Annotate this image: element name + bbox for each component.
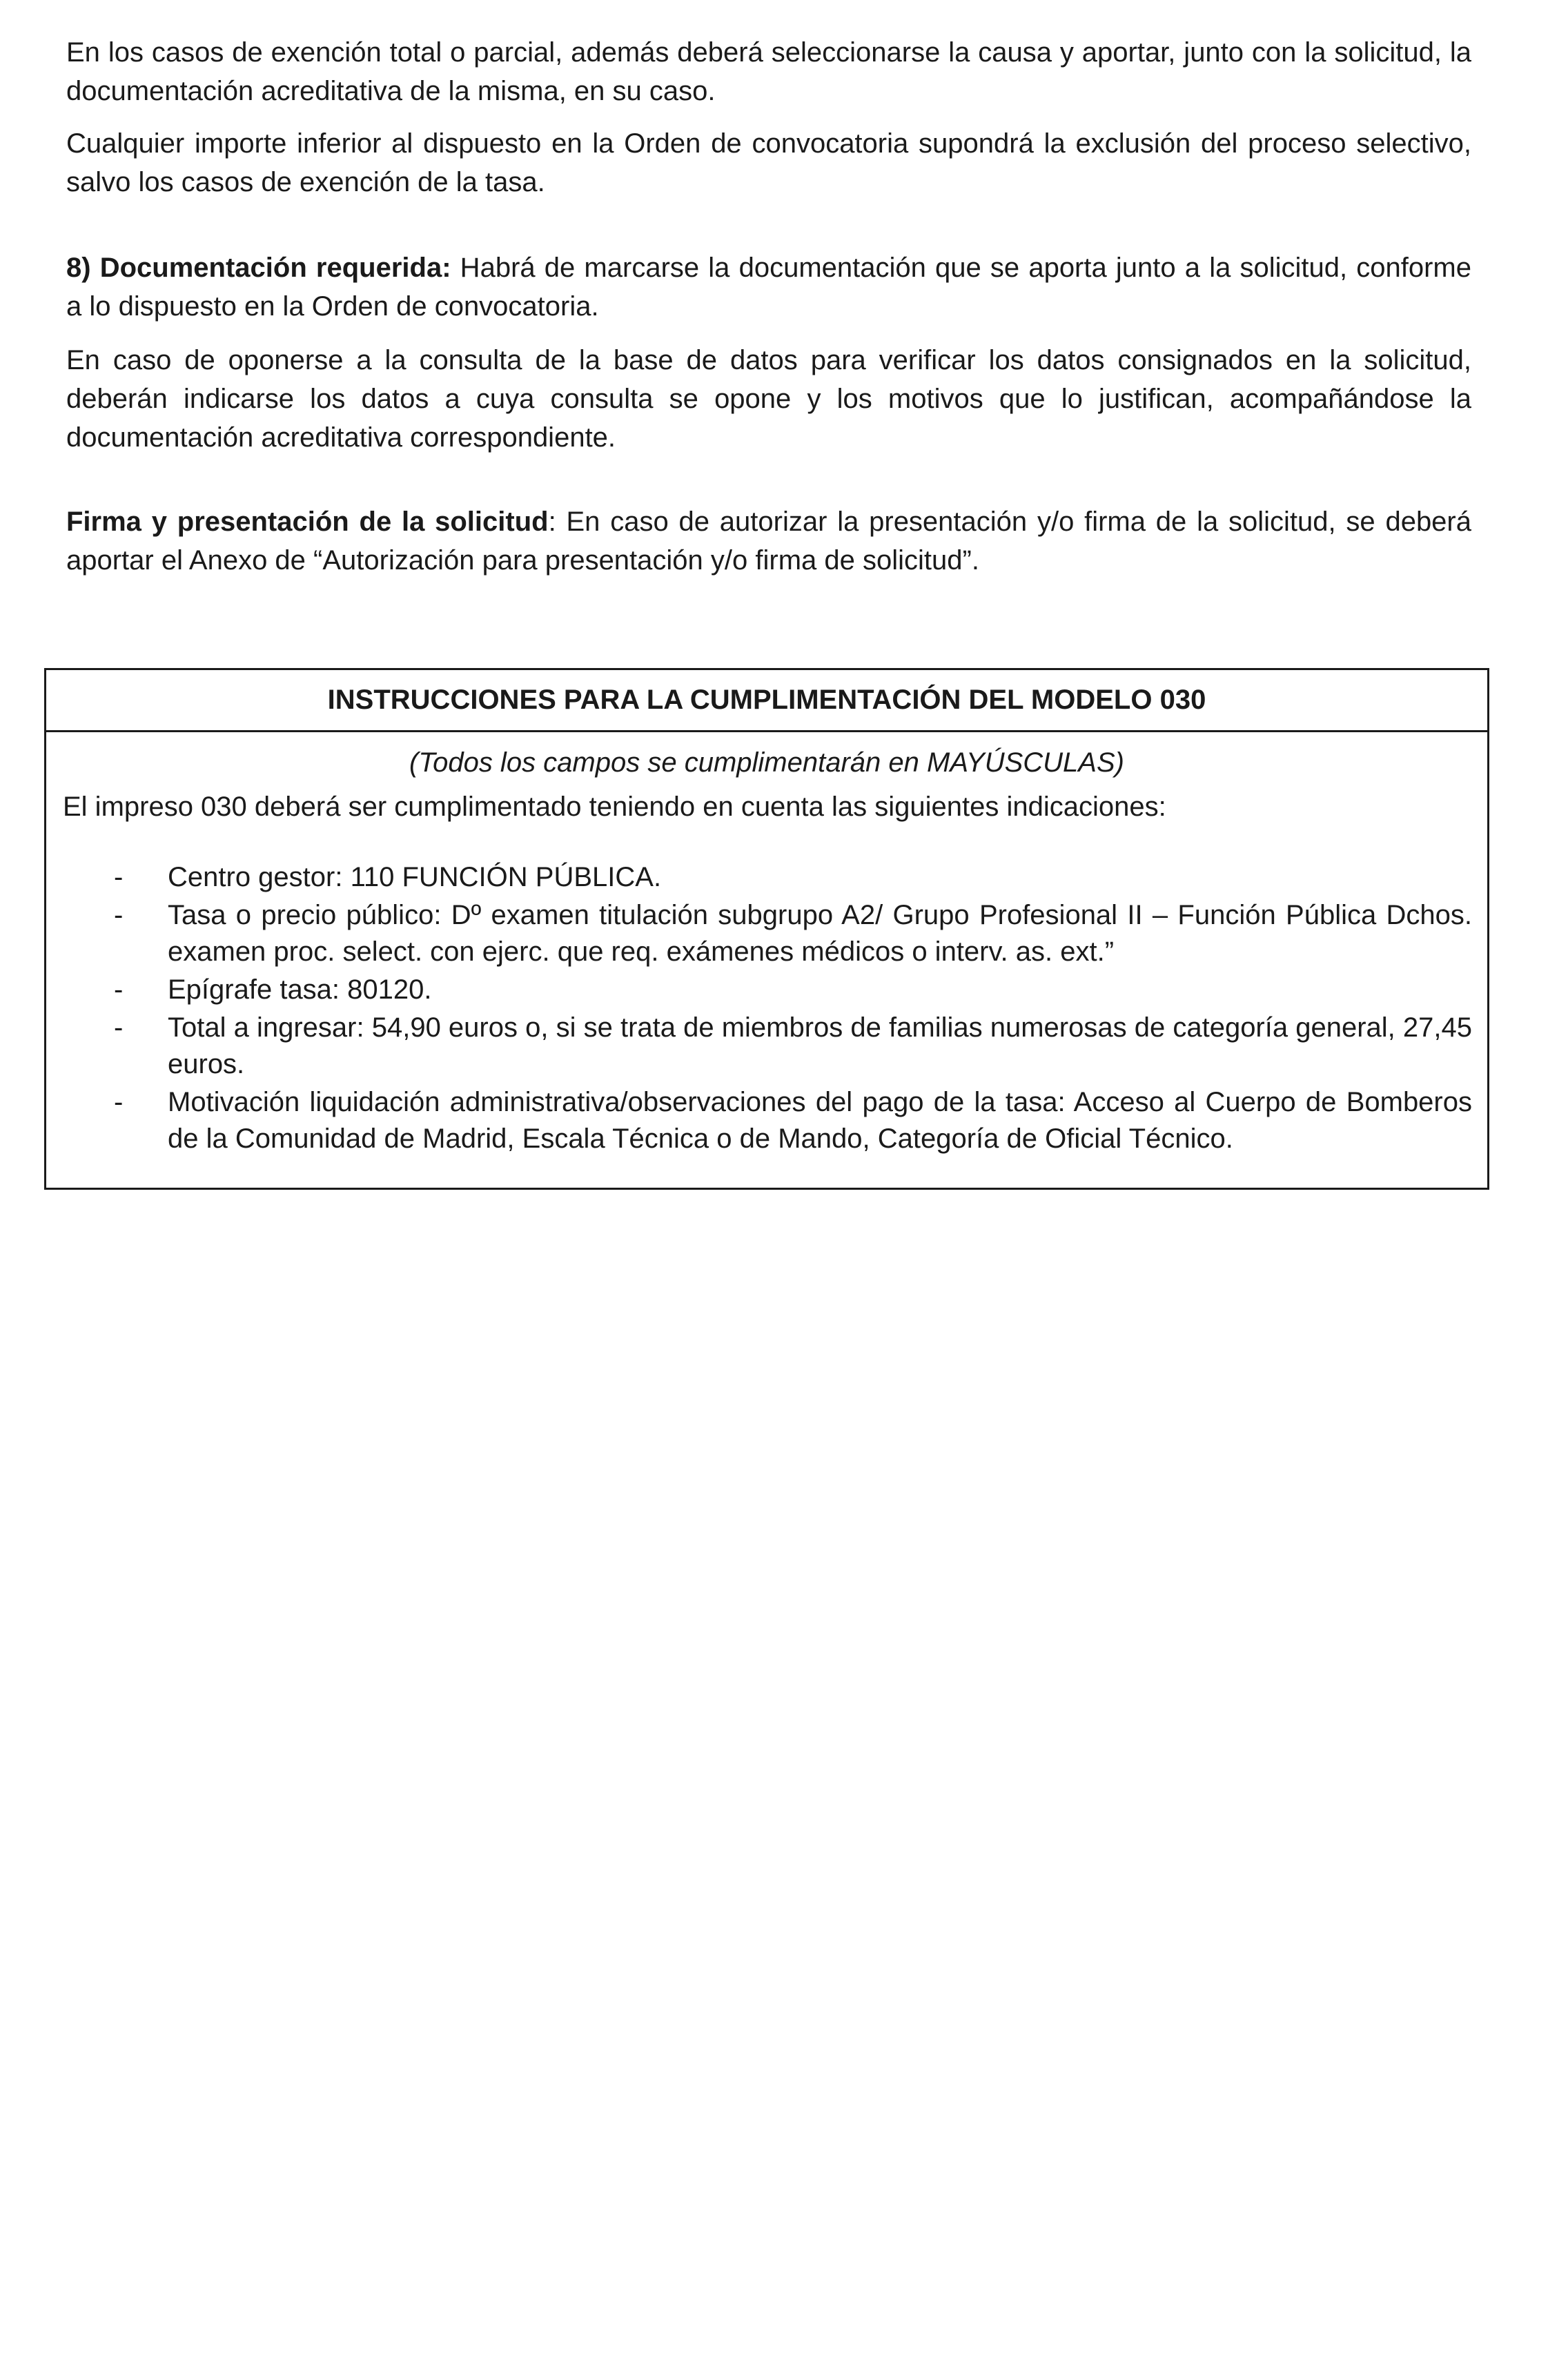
list-item-text: Tasa o precio público: Dº examen titulación subgrupo A2/ Grupo Profesional II – Función Pública Dchos. examen proc. select. con ejerc. que req. exámenes médicos o interv. as. ext.” [168,900,1472,967]
instructions-box [44,668,1489,1190]
list-item-text: Motivación liquidación administrativa/observaciones del pago de la tasa: Acceso al Cuerpo de Bomberos de la Comunidad de Madrid, Escala Técnica o de Mando, Categoría de Oficial Técnico. [168,1087,1472,1154]
list-bullet: - [114,900,124,930]
paragraph-database-consult-text: En caso de oponerse a la consulta de la base de datos para verificar los datos consignados en la solicitud, deberán indicarse los datos a cuya consulta se opone y los motivos que lo justifican, acompañándose la documentación acreditativa correspondiente. [66,345,1471,453]
list-item [46,859,1487,896]
list-bullet: - [114,862,124,892]
list-item [46,972,1487,1008]
paragraph-documentation [66,248,1471,326]
list-bullet: - [114,974,124,1005]
paragraph-amount [66,124,1471,202]
instructions-note: (Todos los campos se cumplimentarán en MAYÚSCULAS) [409,747,1124,778]
paragraph-database-consult [66,341,1471,457]
list-item-text: Centro gestor: 110 FUNCIÓN PÚBLICA. [168,862,662,892]
instructions-list [46,859,1487,1157]
instructions-intro: El impreso 030 deberá ser cumplimentado teniendo en cuenta las siguientes indicaciones: [63,792,1166,822]
signature-text: : En caso de autorizar la presentación y/o firma de la solicitud, se deberá aportar el Anexo de “Autorización para presentación y/o firma de solicitud”. [66,507,1471,576]
list-item-text: Epígrafe tasa: 80120. [168,974,432,1005]
list-bullet: - [114,1087,124,1117]
signature-heading: Firma y presentación de la solicitud [66,507,549,537]
paragraph-exemption [66,33,1471,110]
list-bullet: - [114,1012,124,1043]
list-item [46,897,1487,970]
paragraph-exemption-text: En los casos de exención total o parcial, además deberá seleccionarse la causa y aportar, junto con la solicitud, la documentación acreditativa de la misma, en su caso. [66,37,1471,106]
list-item-text: Total a ingresar: 54,90 euros o, si se trata de miembros de familias numerosas de categoría general, 27,45 euros. [168,1012,1472,1079]
documentation-text: Habrá de marcarse la documentación que se aporta junto a la solicitud, conforme a lo dispuesto en la Orden de convocatoria. [66,253,1472,322]
documentation-heading: 8) Documentación requerida: [66,253,451,283]
list-item [46,1010,1487,1083]
paragraph-amount-text: Cualquier importe inferior al dispuesto en la Orden de convocatoria supondrá la exclusión del proceso selectivo, salvo los casos de exención de la tasa. [66,128,1471,197]
paragraph-signature [66,502,1471,580]
list-item [46,1084,1487,1157]
instructions-title: INSTRUCCIONES PARA LA CUMPLIMENTACIÓN DEL MODELO 030 [46,670,1487,732]
